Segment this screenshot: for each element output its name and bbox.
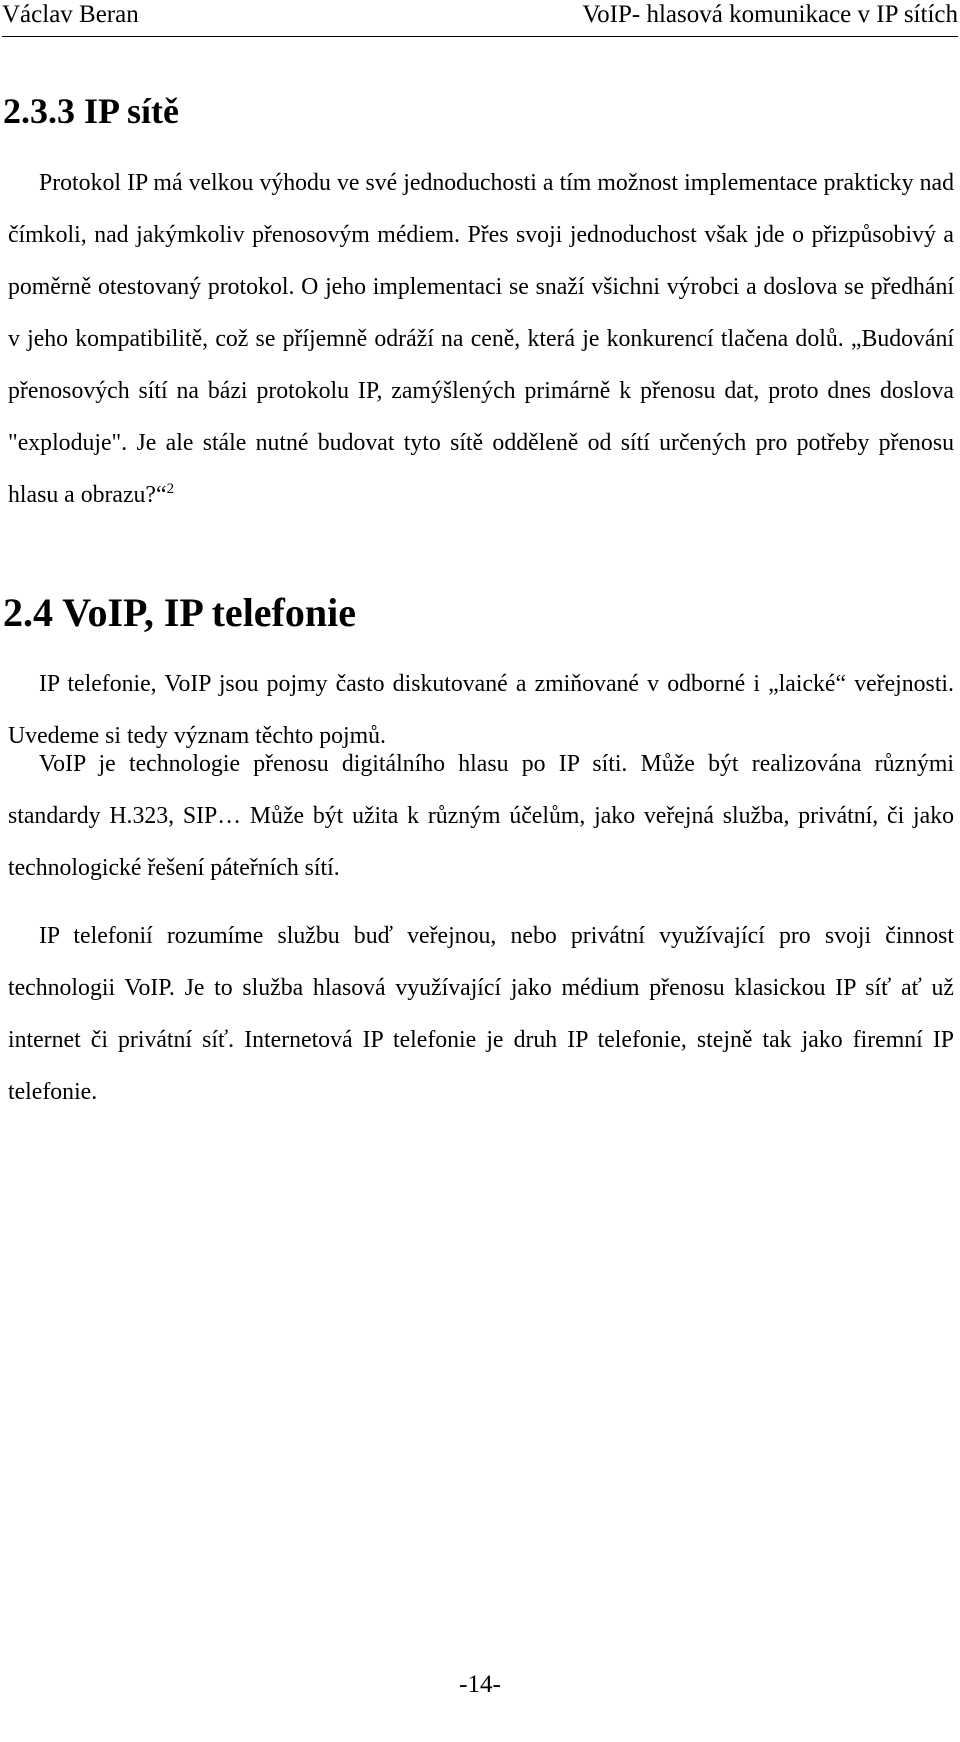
paragraph-ip-telephony: IP telefonií rozumíme službu buď veřejnou, nebo privátní využívající pro svoji činnost technologii VoIP. Je to služba hlasová využívající jako médium přenosu klasickou IP síť ať už internet či privátní síť. Internetová IP telefonie je druh IP telefonie, stejně tak jako firemní IP telefonie. <box>8 923 954 1105</box>
page-number: -14- <box>459 1671 501 1698</box>
section-heading-ip-networks: 2.3.3 IP sítě <box>3 91 179 131</box>
paragraph-voip-intro: IP telefonie, VoIP jsou pojmy často diskutované a zmiňované v odborné i „laické“ veřejnosti. Uvedeme si tedy význam těchto pojmů. <box>8 671 954 749</box>
page-header <box>2 0 958 37</box>
paragraph-ip-networks-text: Protokol IP má velkou výhodu ve své jednoduchosti a tím možnost implementace prakticky nad čímkoli, nad jakýmkoliv přenosovým médiem. Přes svoji jednoduchost však jde o přizpůsobivý a poměrně otestovaný protokol. O jeho implementaci se snaží všichni výrobci a doslova se předhání v jeho kompatibilitě, což se příjemně odráží na ceně, která je konkurencí tlačena dolů. „Budování přenosových sítí na bázi protokolu IP, zamýšlených primárně k přenosu dat, proto dnes doslova "exploduje". Je ale stále nutné budovat tyto sítě odděleně od sítí určených pro potřeby přenosu hlasu a obrazu?“ <box>8 170 954 508</box>
paragraph-ip-networks <box>8 157 954 521</box>
section-heading-voip: 2.4 VoIP, IP telefonie <box>3 590 356 635</box>
header-author: Václav Beran <box>2 1 139 28</box>
footnote-reference: 2 <box>166 481 175 497</box>
header-document-title: VoIP- hlasová komunikace v IP sítích <box>582 1 958 28</box>
paragraph-voip-definition: VoIP je technologie přenosu digitálního hlasu po IP síti. Může být realizována různými standardy H.323, SIP… Může být užita k různým účelům, jako veřejná služba, privátní, či jako technologické řešení páteřních sítí. <box>8 751 954 881</box>
